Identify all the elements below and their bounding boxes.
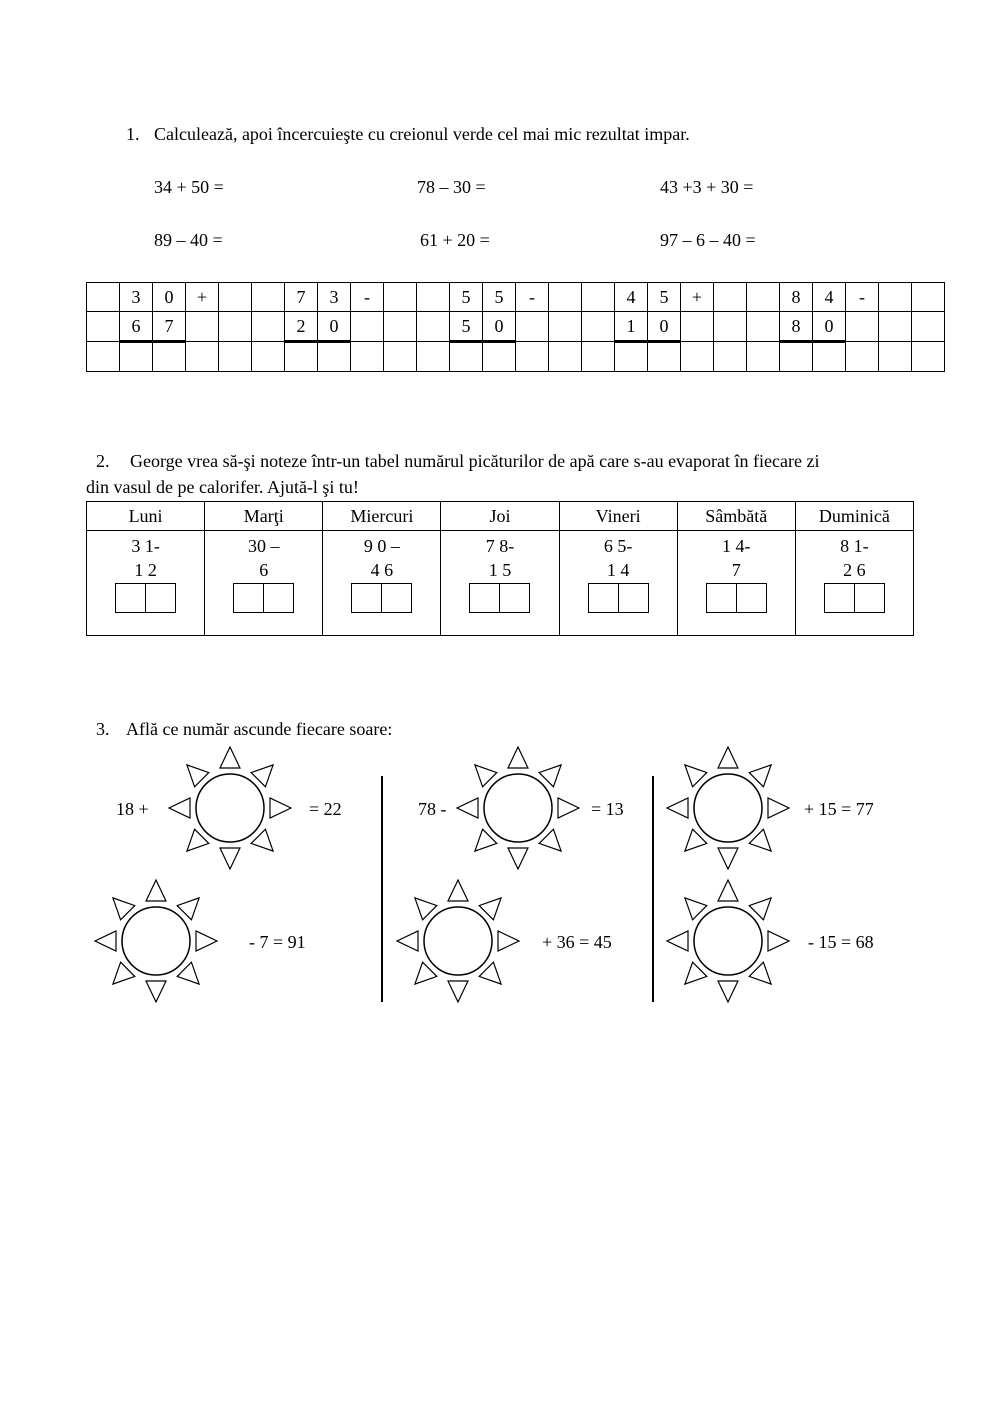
grid-cell-r2-c13: 0 bbox=[483, 312, 516, 342]
grid-cell-r1-c13: 5 bbox=[483, 283, 516, 312]
answer-boxes bbox=[115, 583, 176, 613]
subtrahend: 1 5 bbox=[488, 560, 512, 580]
minuend: 3 1- bbox=[131, 536, 160, 556]
grid-cell-r2-c5[interactable] bbox=[219, 312, 252, 342]
sun-ray-icon bbox=[448, 981, 468, 1002]
sun-ray-icon bbox=[718, 981, 738, 1002]
sun-eq6-after: - 15 = 68 bbox=[808, 932, 874, 952]
exercise2-number: 2. bbox=[96, 451, 110, 471]
sun-circle bbox=[484, 774, 552, 842]
sun-ray-icon bbox=[457, 798, 478, 818]
sun-ray-icon bbox=[508, 747, 528, 768]
answer-boxes bbox=[233, 583, 294, 613]
exercise1-number: 1. bbox=[126, 124, 140, 144]
grid-cell-r1-c19: + bbox=[681, 283, 714, 312]
grid-row-1 bbox=[87, 283, 945, 312]
grid-cell-r3-c26[interactable] bbox=[912, 342, 945, 372]
grid-cell-r1-c22: 8 bbox=[780, 283, 813, 312]
day-cell-2 bbox=[205, 531, 323, 636]
answer-box[interactable] bbox=[351, 583, 382, 613]
grid-cell-r2-c15[interactable] bbox=[549, 312, 582, 342]
grid-cell-r1-c9: - bbox=[351, 283, 384, 312]
grid-cell-r2-c26[interactable] bbox=[912, 312, 945, 342]
exercise1-instruction: Calculează, apoi încercuieşte cu creionul verde cel mai mic rezultat impar. bbox=[154, 124, 690, 144]
grid-cell-r2-c12: 5 bbox=[450, 312, 483, 342]
grid-cell-r3-c9[interactable] bbox=[351, 342, 384, 372]
answer-box[interactable] bbox=[115, 583, 146, 613]
sun-circle bbox=[424, 907, 492, 975]
sun-answer-3[interactable] bbox=[664, 745, 792, 871]
calculation-grid bbox=[86, 282, 945, 372]
day-cell-7 bbox=[795, 531, 913, 636]
day-header-2: Marţi bbox=[205, 502, 323, 531]
sun-answer-2[interactable] bbox=[454, 745, 582, 871]
grid-cell-r1-c23: 4 bbox=[813, 283, 846, 312]
days-values-row bbox=[87, 531, 914, 636]
sun-ray-icon bbox=[768, 798, 789, 818]
sun-ray-icon bbox=[196, 931, 217, 951]
day-cell-1 bbox=[87, 531, 205, 636]
sun-circle bbox=[122, 907, 190, 975]
grid-cell-r1-c6[interactable] bbox=[252, 283, 285, 312]
evaporation-table bbox=[86, 501, 914, 636]
answer-boxes bbox=[469, 583, 530, 613]
answer-box[interactable] bbox=[737, 583, 767, 613]
grid-cell-r1-c26[interactable] bbox=[912, 283, 945, 312]
grid-cell-r1-c7: 7 bbox=[285, 283, 318, 312]
sun-ray-icon bbox=[768, 931, 789, 951]
grid-cell-r1-c10[interactable] bbox=[384, 283, 417, 312]
minuend: 6 5- bbox=[603, 536, 633, 556]
grid-cell-r3-c12[interactable] bbox=[450, 342, 483, 372]
equation-1-3: 43 +3 + 30 = bbox=[660, 177, 754, 197]
grid-cell-r3-c19[interactable] bbox=[681, 342, 714, 372]
sun-answer-6[interactable] bbox=[664, 878, 792, 1004]
sun-eq1-before: 18 + bbox=[116, 799, 149, 819]
grid-cell-r2-c25[interactable] bbox=[879, 312, 912, 342]
grid-cell-r2-c23: 0 bbox=[813, 312, 846, 342]
grid-cell-r3-c1[interactable] bbox=[87, 342, 120, 372]
exercise3-number: 3. bbox=[96, 719, 110, 739]
grid-cell-r1-c21[interactable] bbox=[747, 283, 780, 312]
sun-eq2-after: = 13 bbox=[591, 799, 624, 819]
grid-cell-r3-c13[interactable] bbox=[483, 342, 516, 372]
minuend: 7 8- bbox=[485, 536, 515, 556]
grid-cell-r2-c2: 6 bbox=[120, 312, 153, 342]
minuend: 8 1- bbox=[840, 536, 869, 556]
grid-cell-r2-c16[interactable] bbox=[582, 312, 615, 342]
grid-cell-r3-c11[interactable] bbox=[417, 342, 450, 372]
grid-cell-r2-c7: 2 bbox=[285, 312, 318, 342]
column-divider-2 bbox=[652, 776, 654, 1002]
day-header-6: Sâmbătă bbox=[677, 502, 795, 531]
sun-answer-4[interactable] bbox=[92, 878, 220, 1004]
day-header-1: Luni bbox=[87, 502, 205, 531]
answer-box[interactable] bbox=[469, 583, 500, 613]
sun-ray-icon bbox=[718, 747, 738, 768]
subtrahend: 6 bbox=[259, 560, 269, 580]
grid-cell-r3-c18[interactable] bbox=[648, 342, 681, 372]
subtrahend: 1 2 bbox=[134, 560, 157, 580]
sun-ray-icon bbox=[718, 848, 738, 869]
grid-cell-r1-c5[interactable] bbox=[219, 283, 252, 312]
grid-cell-r3-c6[interactable] bbox=[252, 342, 285, 372]
grid-cell-r3-c5[interactable] bbox=[219, 342, 252, 372]
grid-cell-r1-c25[interactable] bbox=[879, 283, 912, 312]
answer-box[interactable] bbox=[146, 583, 176, 613]
grid-cell-r1-c12: 5 bbox=[450, 283, 483, 312]
day-cell-6 bbox=[677, 531, 795, 636]
sun-ray-icon bbox=[397, 931, 418, 951]
day-cell-5 bbox=[559, 531, 677, 636]
minuend: 9 0 – bbox=[363, 536, 400, 556]
equation-2-2: 61 + 20 = bbox=[420, 230, 490, 250]
answer-box[interactable] bbox=[382, 583, 412, 613]
grid-cell-r2-c1[interactable] bbox=[87, 312, 120, 342]
grid-cell-r2-c4[interactable] bbox=[186, 312, 219, 342]
sun-ray-icon bbox=[558, 798, 579, 818]
sun-ray-icon bbox=[667, 798, 688, 818]
grid-cell-r1-c14: - bbox=[516, 283, 549, 312]
grid-cell-r2-c24[interactable] bbox=[846, 312, 879, 342]
day-cell-3 bbox=[323, 531, 441, 636]
grid-cell-r3-c8[interactable] bbox=[318, 342, 351, 372]
sun-answer-1[interactable] bbox=[166, 745, 294, 871]
grid-cell-r3-c15[interactable] bbox=[549, 342, 582, 372]
grid-cell-r2-c14[interactable] bbox=[516, 312, 549, 342]
grid-cell-r3-c23[interactable] bbox=[813, 342, 846, 372]
sun-eq4-after: - 7 = 91 bbox=[249, 932, 306, 952]
sun-ray-icon bbox=[508, 848, 528, 869]
grid-cell-r3-c25[interactable] bbox=[879, 342, 912, 372]
grid-cell-r2-c18: 0 bbox=[648, 312, 681, 342]
grid-cell-r1-c3: 0 bbox=[153, 283, 186, 312]
answer-boxes bbox=[824, 583, 885, 613]
equation-1-1: 34 + 50 = bbox=[154, 177, 224, 197]
equation-2-3: 97 – 6 – 40 = bbox=[660, 230, 756, 250]
exercise3-instruction: Află ce număr ascunde fiecare soare: bbox=[126, 719, 393, 739]
grid-cell-r1-c2: 3 bbox=[120, 283, 153, 312]
grid-cell-r3-c24[interactable] bbox=[846, 342, 879, 372]
grid-cell-r2-c21[interactable] bbox=[747, 312, 780, 342]
grid-cell-r3-c2[interactable] bbox=[120, 342, 153, 372]
minuend: 1 4- bbox=[722, 536, 751, 556]
grid-cell-r2-c20[interactable] bbox=[714, 312, 747, 342]
grid-cell-r2-c17: 1 bbox=[615, 312, 648, 342]
grid-cell-r3-c3[interactable] bbox=[153, 342, 186, 372]
subtrahend: 1 4 bbox=[606, 560, 630, 580]
equation-1-2: 78 – 30 = bbox=[417, 177, 486, 197]
sun-ray-icon bbox=[146, 981, 166, 1002]
sun-eq2-before: 78 - bbox=[418, 799, 447, 819]
grid-cell-r3-c20[interactable] bbox=[714, 342, 747, 372]
grid-cell-r3-c21[interactable] bbox=[747, 342, 780, 372]
answer-box[interactable] bbox=[855, 583, 885, 613]
answer-box[interactable] bbox=[824, 583, 855, 613]
grid-cell-r2-c3: 7 bbox=[153, 312, 186, 342]
subtrahend: 4 6 bbox=[370, 560, 394, 580]
grid-cell-r2-c22: 8 bbox=[780, 312, 813, 342]
grid-cell-r3-c7[interactable] bbox=[285, 342, 318, 372]
grid-cell-r2-c19[interactable] bbox=[681, 312, 714, 342]
grid-cell-r1-c20[interactable] bbox=[714, 283, 747, 312]
grid-cell-r3-c10[interactable] bbox=[384, 342, 417, 372]
exercise2-instruction-line2: din vasul de pe calorifer. Ajută-l şi tu! bbox=[86, 477, 359, 497]
answer-boxes bbox=[351, 583, 412, 613]
grid-cell-r1-c1[interactable] bbox=[87, 283, 120, 312]
sun-ray-icon bbox=[220, 747, 240, 768]
grid-cell-r1-c4: + bbox=[186, 283, 219, 312]
grid-row-2 bbox=[87, 312, 945, 342]
grid-cell-r2-c10[interactable] bbox=[384, 312, 417, 342]
grid-cell-r2-c11[interactable] bbox=[417, 312, 450, 342]
day-header-5: Vineri bbox=[559, 502, 677, 531]
grid-row-3 bbox=[87, 342, 945, 372]
sun-answer-5[interactable] bbox=[394, 878, 522, 1004]
equation-2-1: 89 – 40 = bbox=[154, 230, 223, 250]
sun-ray-icon bbox=[146, 880, 166, 901]
grid-cell-r2-c9[interactable] bbox=[351, 312, 384, 342]
grid-cell-r1-c16[interactable] bbox=[582, 283, 615, 312]
sun-ray-icon bbox=[95, 931, 116, 951]
sun-ray-icon bbox=[718, 880, 738, 901]
minuend: 30 – bbox=[247, 536, 280, 556]
sun-circle bbox=[694, 907, 762, 975]
sun-eq1-after: = 22 bbox=[309, 799, 342, 819]
day-header-4: Joi bbox=[441, 502, 559, 531]
day-header-3: Miercuri bbox=[323, 502, 441, 531]
answer-box[interactable] bbox=[588, 583, 619, 613]
answer-box[interactable] bbox=[233, 583, 264, 613]
grid-cell-r1-c8: 3 bbox=[318, 283, 351, 312]
answer-box[interactable] bbox=[264, 583, 294, 613]
answer-box[interactable] bbox=[619, 583, 649, 613]
day-cell-4 bbox=[441, 531, 559, 636]
sun-ray-icon bbox=[220, 848, 240, 869]
column-divider-1 bbox=[381, 776, 383, 1002]
grid-cell-r3-c4[interactable] bbox=[186, 342, 219, 372]
exercise2-instruction-line1: George vrea să-şi noteze într-un tabel numărul picăturilor de apă care s-au evaporat în fiecare zi bbox=[130, 451, 820, 471]
answer-boxes bbox=[706, 583, 767, 613]
sun-ray-icon bbox=[169, 798, 190, 818]
grid-cell-r1-c15[interactable] bbox=[549, 283, 582, 312]
days-header-row bbox=[87, 502, 914, 531]
answer-boxes bbox=[588, 583, 649, 613]
day-header-7: Duminică bbox=[795, 502, 913, 531]
sun-circle bbox=[694, 774, 762, 842]
sun-ray-icon bbox=[498, 931, 519, 951]
grid-cell-r1-c11[interactable] bbox=[417, 283, 450, 312]
grid-cell-r3-c17[interactable] bbox=[615, 342, 648, 372]
grid-cell-r2-c8: 0 bbox=[318, 312, 351, 342]
grid-cell-r1-c18: 5 bbox=[648, 283, 681, 312]
sun-circle bbox=[196, 774, 264, 842]
answer-box[interactable] bbox=[500, 583, 530, 613]
grid-cell-r3-c14[interactable] bbox=[516, 342, 549, 372]
grid-cell-r1-c17: 4 bbox=[615, 283, 648, 312]
grid-cell-r1-c24: - bbox=[846, 283, 879, 312]
grid-cell-r3-c22[interactable] bbox=[780, 342, 813, 372]
sun-eq3-after: + 15 = 77 bbox=[804, 799, 874, 819]
subtrahend: 2 6 bbox=[843, 560, 866, 580]
sun-ray-icon bbox=[448, 880, 468, 901]
answer-box[interactable] bbox=[706, 583, 737, 613]
grid-cell-r3-c16[interactable] bbox=[582, 342, 615, 372]
sun-ray-icon bbox=[270, 798, 291, 818]
sun-eq5-after: + 36 = 45 bbox=[542, 932, 612, 952]
grid-cell-r2-c6[interactable] bbox=[252, 312, 285, 342]
sun-ray-icon bbox=[667, 931, 688, 951]
subtrahend: 7 bbox=[731, 560, 741, 580]
